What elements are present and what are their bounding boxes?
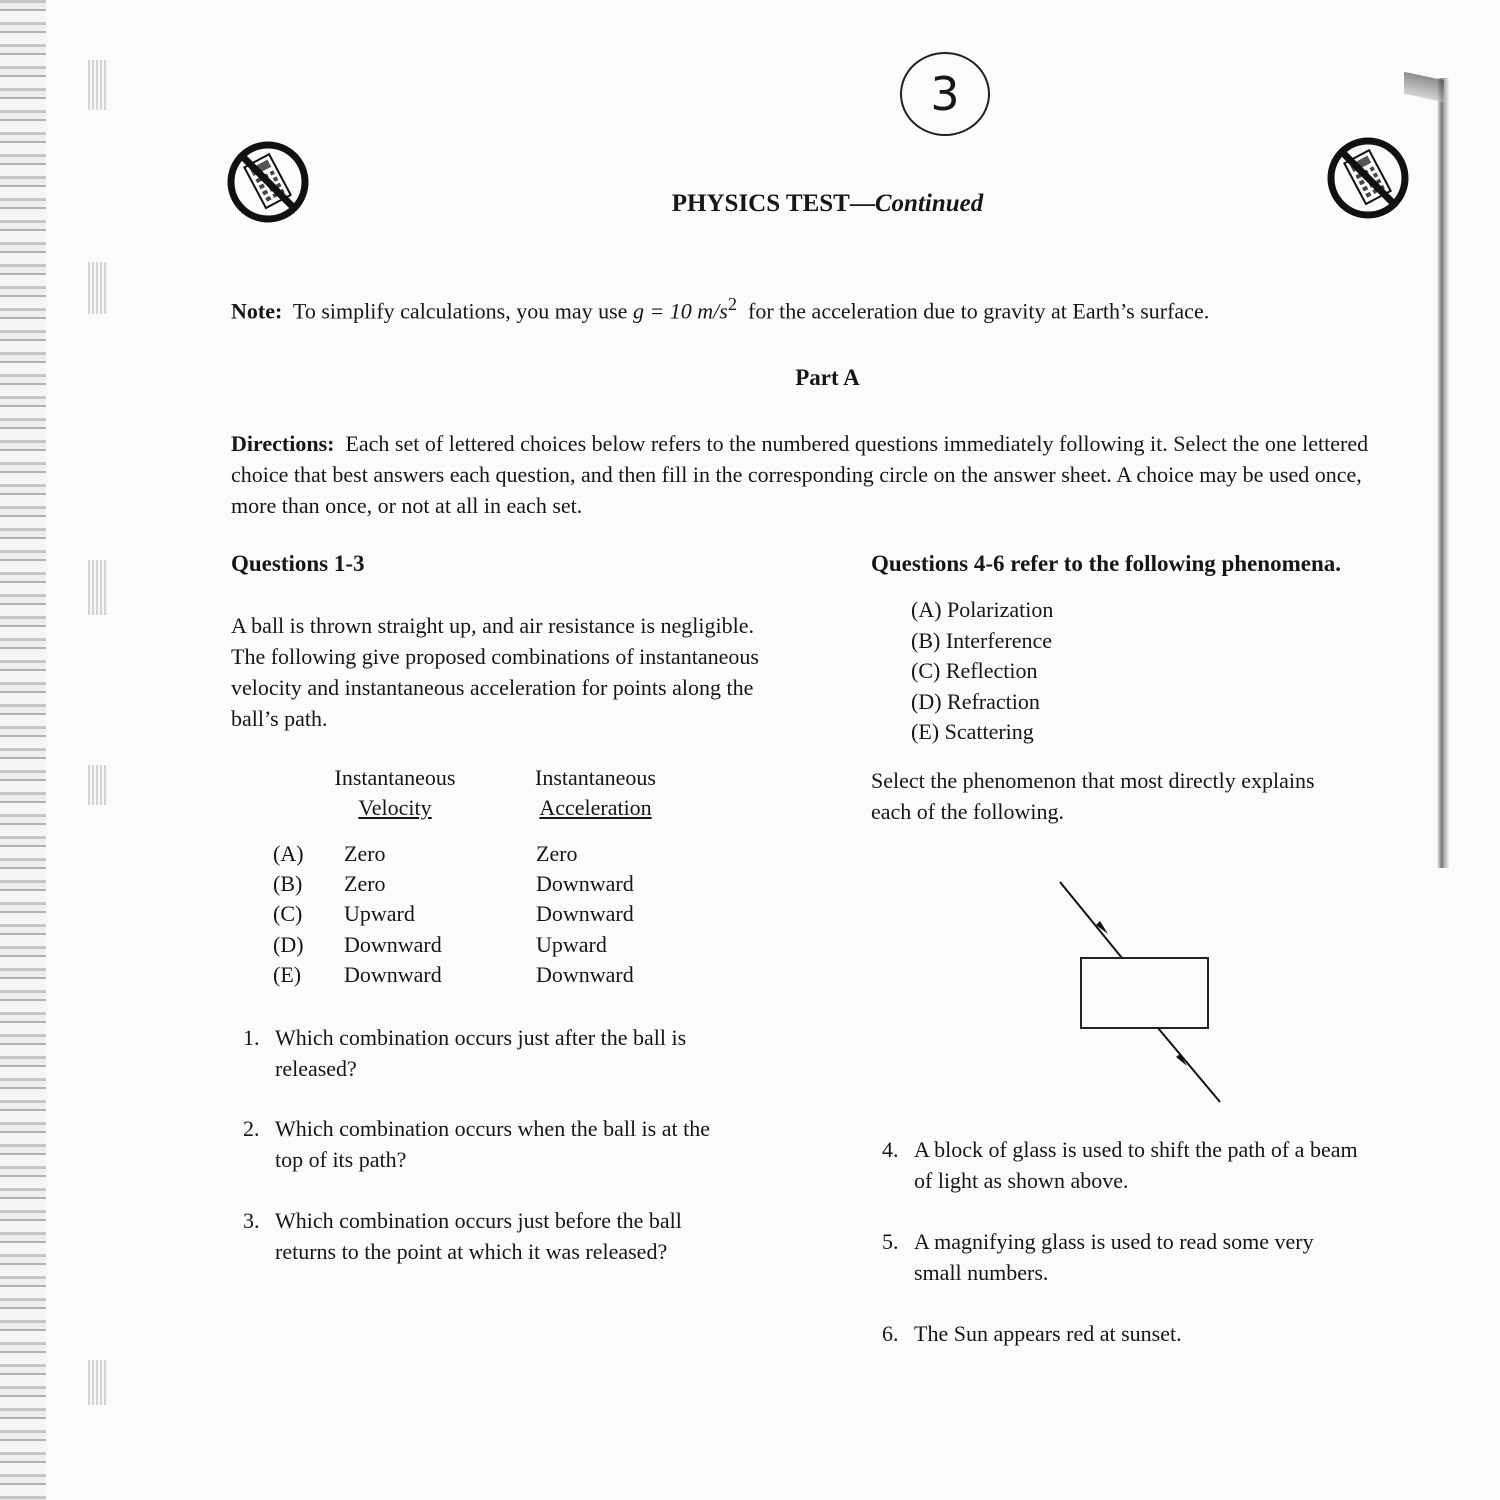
option-letter: (D) (273, 932, 304, 957)
questions-1-3-intro: A ball is thrown straight up, and air resistance is negligible. The following give proposed combinations of instantaneous velocity and instantaneous acceleration for points along the ball’s path. (231, 613, 759, 731)
glass-block-diagram (1040, 870, 1240, 1110)
acceleration-column-header (508, 763, 683, 823)
gravity-note (231, 294, 1209, 324)
choice-text: Scattering (944, 719, 1034, 744)
choice-text: Refraction (947, 689, 1040, 714)
choice-letter: (E) (911, 719, 940, 744)
question-3 (243, 1205, 803, 1267)
option-letter: (E) (273, 962, 302, 987)
question-6 (882, 1318, 1422, 1350)
question-line: top of its path? (275, 1147, 407, 1172)
note-label: Note: (231, 298, 283, 324)
choice-letter: (D) (911, 689, 942, 714)
choice-a (911, 597, 1053, 623)
velocity-header-line2: Velocity (358, 795, 432, 820)
scan-right-edge-corner (1404, 72, 1444, 103)
question-line: A block of glass is used to shift the path of a beam (914, 1137, 1358, 1162)
question-2 (243, 1113, 803, 1175)
title-text: PHYSICS TEST (671, 190, 850, 217)
question-number: 1. (243, 1025, 260, 1050)
questions-1-3-heading: Questions 1-3 (231, 551, 365, 576)
question-line: A magnifying glass is used to read some very (914, 1229, 1314, 1254)
velocity-header-line1: Instantaneous (334, 765, 456, 790)
question-1 (243, 1022, 803, 1084)
option-letter: (C) (273, 901, 303, 926)
choice-letter: (B) (911, 628, 941, 653)
question-number: 4. (882, 1137, 899, 1162)
directions (231, 428, 1411, 521)
question-line: released? (275, 1056, 357, 1081)
emergent-ray (1158, 1028, 1220, 1102)
incident-ray (1060, 882, 1122, 958)
choice-text: Polarization (947, 597, 1054, 622)
choice-text: Interference (945, 628, 1053, 653)
question-line: small numbers. (914, 1260, 1049, 1285)
instruction-line: each of the following. (871, 799, 1065, 824)
phenomena-instruction (871, 765, 1411, 827)
option-velocity: Zero (344, 841, 386, 866)
directions-label: Directions: (231, 431, 335, 456)
question-number: 5. (882, 1229, 899, 1254)
question-line: of light as shown above. (914, 1168, 1129, 1193)
question-number: 6. (882, 1321, 899, 1346)
scan-artifact (88, 765, 108, 805)
questions-4-6-heading: Questions 4-6 refer to the following phenomena. (871, 551, 1341, 576)
scan-binding-edge (0, 0, 46, 1500)
question-number: 3. (243, 1208, 260, 1233)
question-5 (882, 1226, 1422, 1288)
choice-d (911, 689, 1040, 715)
question-line: The Sun appears red at sunset. (914, 1321, 1182, 1346)
option-acceleration: Downward (536, 871, 634, 896)
velocity-column-header (310, 763, 480, 823)
option-acceleration: Downward (536, 962, 634, 987)
glass-block (1081, 958, 1208, 1028)
choice-letter: (C) (911, 658, 941, 683)
page-title: PHYSICS TEST—Continued (671, 190, 984, 217)
scan-artifact (88, 1360, 108, 1405)
scan-artifact (88, 560, 108, 615)
option-velocity: Upward (344, 901, 415, 926)
option-acceleration: Zero (536, 841, 578, 866)
question-line: Which combination occurs when the ball is at the (275, 1116, 710, 1141)
question-4 (882, 1134, 1422, 1196)
choice-b (911, 628, 1052, 654)
note-text-before: To simplify calculations, you may use (292, 298, 628, 324)
option-letter: (B) (273, 871, 303, 896)
acceleration-header-line1: Instantaneous (535, 765, 656, 790)
option-velocity: Downward (344, 962, 442, 987)
title-suffix: Continued (874, 190, 984, 217)
note-formula: g = 10 m/s (632, 298, 728, 324)
note-exponent: 2 (727, 294, 738, 314)
acceleration-header-line2: Acceleration (539, 795, 652, 820)
instruction-line: Select the phenomenon that most directly explains (871, 768, 1315, 793)
choice-text: Reflection (945, 658, 1038, 683)
option-acceleration: Downward (536, 901, 634, 926)
option-letter: (A) (273, 841, 304, 866)
option-acceleration: Upward (536, 932, 607, 957)
question-line: Which combination occurs just after the ball is (275, 1025, 687, 1050)
directions-text: Each set of lettered choices below refers to the numbered questions immediately following it. Select the one lettered choice that best answers each question, and then fill in the corresponding circle on the answer sheet. A choice may be used once, more than once, or not at all in each set. (231, 431, 1369, 518)
question-line: Which combination occurs just before the ball (275, 1208, 682, 1233)
choice-c (911, 658, 1037, 684)
scan-artifact (88, 60, 108, 110)
note-text-after: for the acceleration due to gravity at Earth’s surface. (748, 298, 1210, 324)
choice-letter: (A) (911, 597, 942, 622)
question-number: 2. (243, 1116, 260, 1141)
part-heading: Part A (795, 365, 860, 390)
scan-artifact (88, 262, 108, 314)
option-velocity: Zero (344, 871, 386, 896)
page-number: 3 (900, 52, 990, 136)
choice-e (911, 719, 1034, 745)
question-line: returns to the point at which it was released? (275, 1239, 668, 1264)
option-velocity: Downward (344, 932, 442, 957)
